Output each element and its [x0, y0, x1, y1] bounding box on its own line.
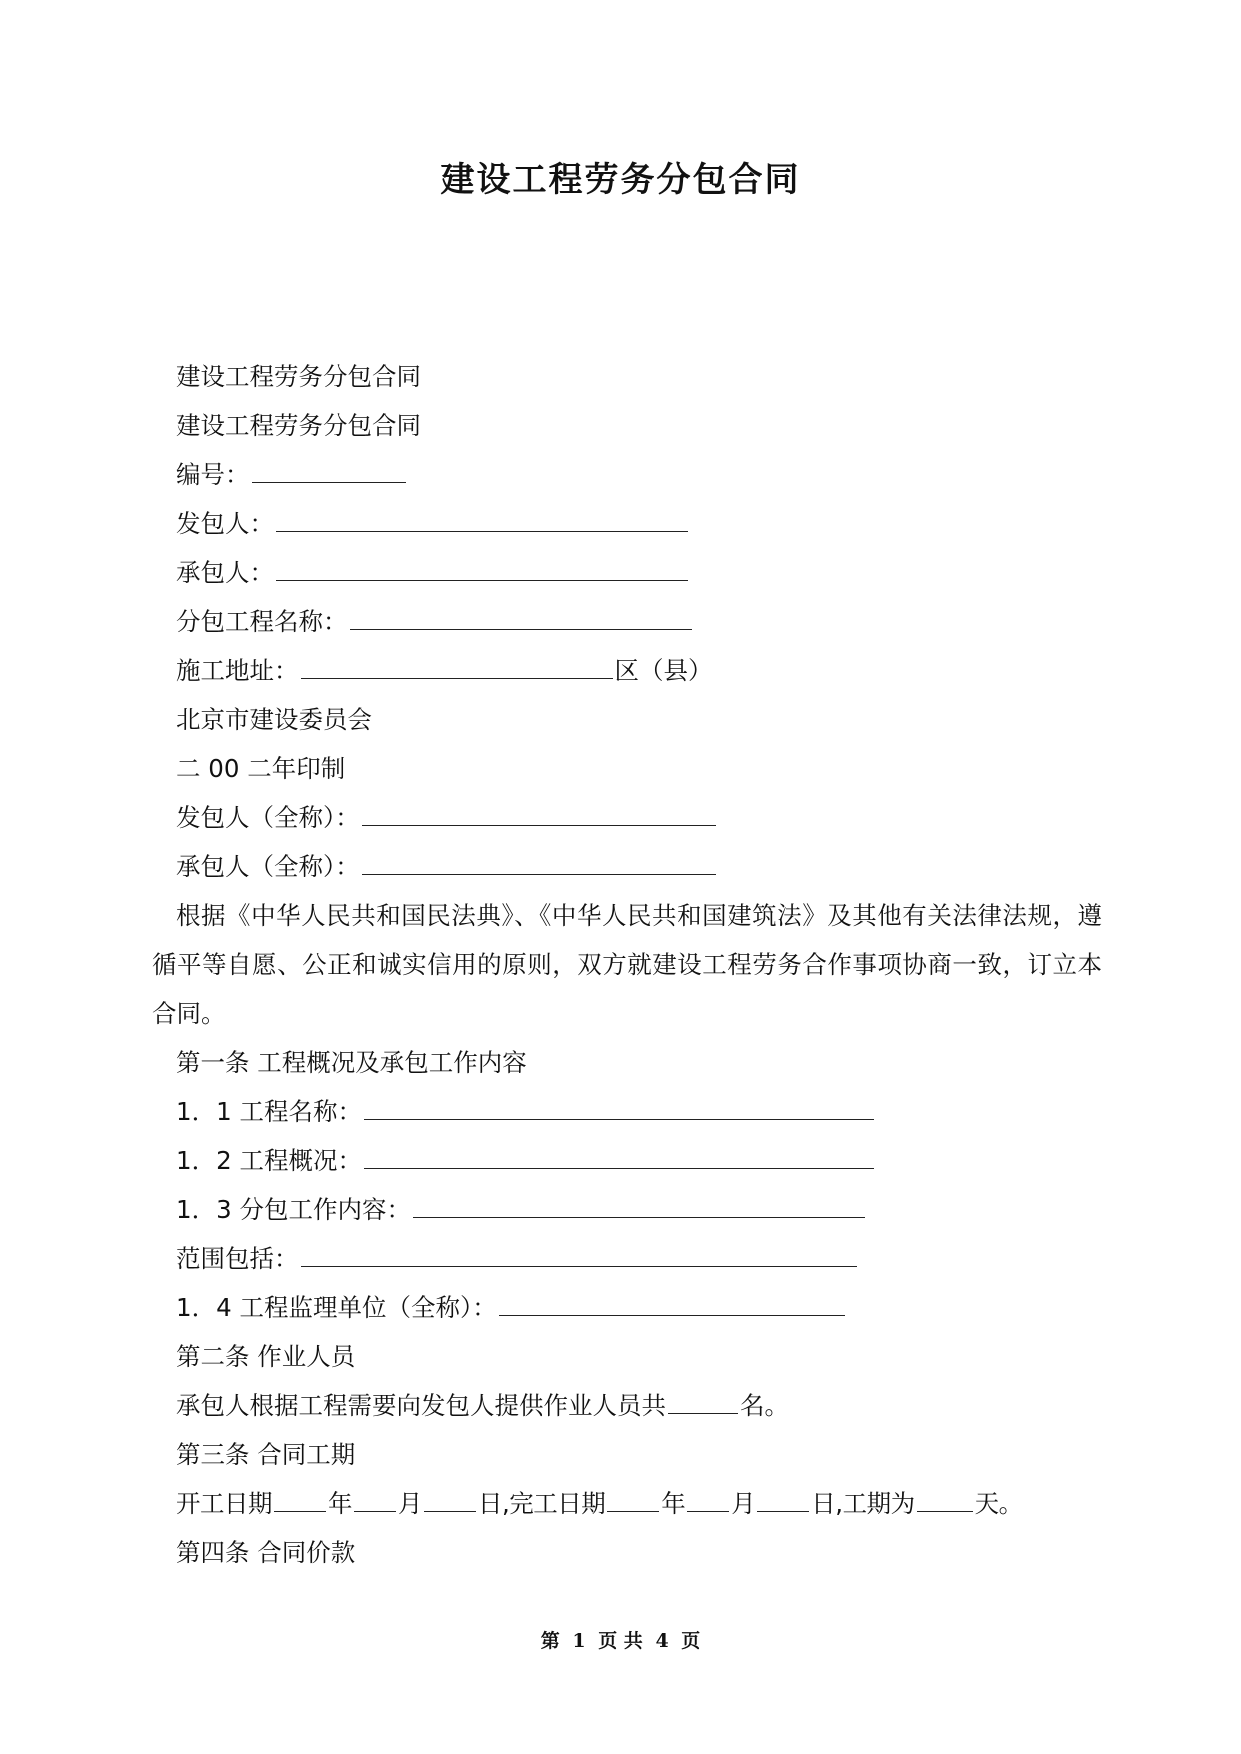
- start-day-blank: [424, 1489, 476, 1512]
- employer-full-field: 发包人（全称）：: [152, 793, 1102, 842]
- scope-blank: [301, 1244, 857, 1267]
- article-3-heading: 第三条 合同工期: [176, 1440, 356, 1469]
- article-1-1-blank: [364, 1097, 874, 1120]
- end-day-blank: [757, 1489, 809, 1512]
- number-field: 编号：: [152, 450, 1102, 499]
- start-year-blank: [274, 1489, 326, 1512]
- heading-line-2: 建设工程劳务分包合同: [176, 411, 421, 440]
- duration-blank: [917, 1489, 973, 1512]
- article-1-1-field: 1．1 工程名称：: [152, 1087, 1102, 1136]
- end-year-blank: [607, 1489, 659, 1512]
- contractor-full-blank: [362, 852, 716, 875]
- site-blank: [301, 656, 613, 679]
- article-1-heading: 第一条 工程概况及承包工作内容: [176, 1048, 527, 1077]
- start-month-blank: [354, 1489, 396, 1512]
- site-address-field: 施工地址： 区（县）: [176, 656, 713, 685]
- article-1-2-field: 1．2 工程概况：: [152, 1136, 1102, 1185]
- article-2-heading: 第二条 作业人员: [176, 1342, 356, 1371]
- printed-line: 二 00 二年印制: [176, 754, 346, 783]
- contractor-field: 承包人：: [152, 548, 1102, 597]
- employer-blank: [276, 509, 688, 532]
- contractor-blank: [276, 558, 688, 581]
- page-footer: [0, 1626, 1241, 1653]
- footer-prefix: 第: [540, 1630, 560, 1652]
- heading-line-1: 建设工程劳务分包合同: [176, 362, 421, 391]
- document-body: [152, 352, 1102, 1577]
- scope-field: 范围包括：: [152, 1234, 1102, 1283]
- employer-full-blank: [362, 803, 716, 826]
- preamble-paragraph: 根据《中华人民共和国民法典》、《中华人民共和国建筑法》及其他有关法律法规，遵循平等自愿、公正和诚实信用的原则，双方就建设工程劳务合作事项协商一致，订立本合同。: [152, 901, 1102, 1028]
- footer-middle: 页 共: [598, 1630, 643, 1652]
- contractor-full-field: 承包人（全称）：: [152, 842, 1102, 891]
- article-1-3-field: 1．3 分包工作内容：: [152, 1185, 1102, 1234]
- workers-count-blank: [668, 1391, 738, 1414]
- footer-suffix: 页: [681, 1630, 701, 1652]
- committee-line: 北京市建设委员会: [176, 705, 372, 734]
- number-blank: [252, 460, 406, 483]
- employer-field: 发包人：: [152, 499, 1102, 548]
- article-2-text: 承包人根据工程需要向发包人提供作业人员共 名。: [176, 1391, 789, 1420]
- article-4-heading: 第四条 合同价款: [176, 1538, 356, 1567]
- footer-page-number: 1: [572, 1630, 586, 1652]
- project-name-blank: [350, 607, 692, 630]
- article-1-4-blank: [499, 1293, 845, 1316]
- footer-page-total: 4: [655, 1630, 669, 1652]
- article-1-3-blank: [413, 1195, 865, 1218]
- article-1-4-field: 1．4 工程监理单位（全称）：: [152, 1283, 1102, 1332]
- article-1-2-blank: [364, 1146, 874, 1169]
- project-name-field: 分包工程名称：: [152, 597, 1102, 646]
- document-title: 建设工程劳务分包合同: [440, 160, 801, 200]
- schedule-line: 开工日期 年 月 日,完工日期 年 月 日,工期为 天。: [176, 1489, 1023, 1518]
- end-month-blank: [687, 1489, 729, 1512]
